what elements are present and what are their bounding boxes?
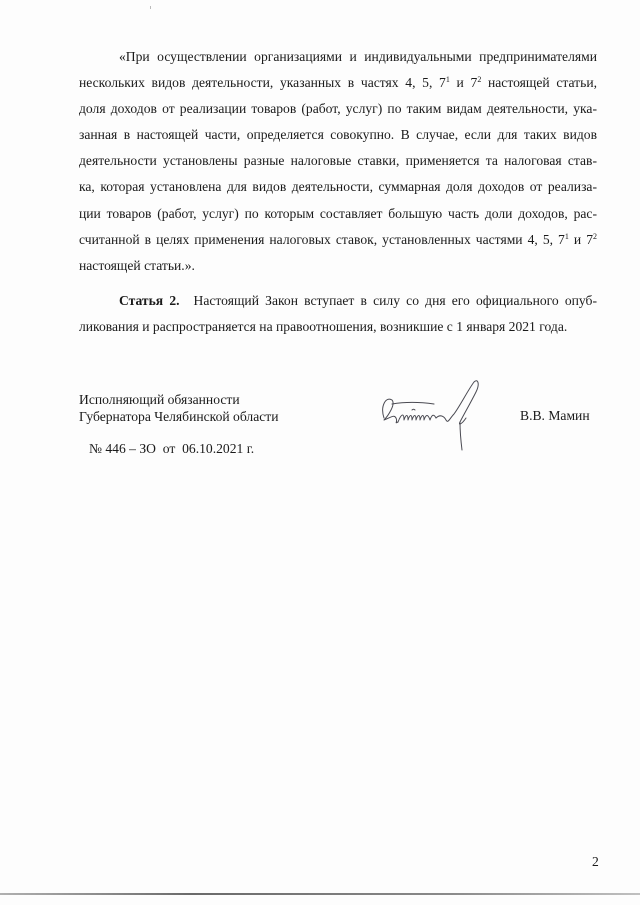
quoted-amendment-paragraph	[79, 44, 597, 279]
quote-line: доля доходов от реализации товаров (работ, услуг) по таким видам деятельности, ука-	[79, 101, 597, 117]
superscript: 1	[564, 231, 569, 241]
scan-artifact	[150, 6, 151, 9]
quote-line: нескольких видов деятельности, указанных в частях 4, 5, $7^1$ и $7^2$ настоящей статьи,	[79, 75, 597, 91]
article-2-paragraph	[79, 288, 597, 340]
page-number: 2	[592, 854, 599, 869]
article-label: Статья 2.	[119, 293, 180, 308]
signer-title-line: Губернатора Челябинской области	[79, 409, 279, 424]
quote-line: считанной в целях применения налоговых ставок, установленных частями 4, 5, $7^1$ и $7^2$	[79, 231, 597, 247]
signer-title	[79, 391, 279, 425]
quote-line: настоящей статьи.».	[79, 257, 195, 273]
signer-title-line: Исполняющий обязанности	[79, 392, 240, 407]
quote-line: занная в настоящей части, определяется совокупно. В случае, если для таких видов	[79, 127, 597, 143]
document-number: № 446 – ЗО от 06.10.2021 г.	[89, 441, 255, 456]
quote-line: деятельности установлены разные налоговые ставки, применяется та налоговая став-	[79, 153, 597, 169]
handwritten-signature	[374, 374, 494, 454]
signer-name: В.В. Мамин	[520, 408, 590, 423]
scan-bottom-edge	[0, 893, 640, 895]
superscript: 2	[477, 75, 482, 85]
article-line: ликования и распространяется на правоотношения, возникшие с 1 января 2021 года.	[79, 319, 568, 335]
superscript: 2	[593, 231, 597, 241]
quote-line: ции товаров (работ, услуг) по которым составляет большую часть доли доходов, рас-	[79, 205, 597, 221]
quote-line: ка, которая установлена для видов деятельности, суммарная доля доходов от реализа-	[79, 179, 597, 195]
article-line: Статья 2. Настоящий Закон вступает в силу со дня его официального опуб-	[119, 293, 597, 308]
quote-line: «При осуществлении организациями и индивидуальными предпринимателями	[119, 49, 597, 64]
superscript: 1	[445, 75, 450, 85]
